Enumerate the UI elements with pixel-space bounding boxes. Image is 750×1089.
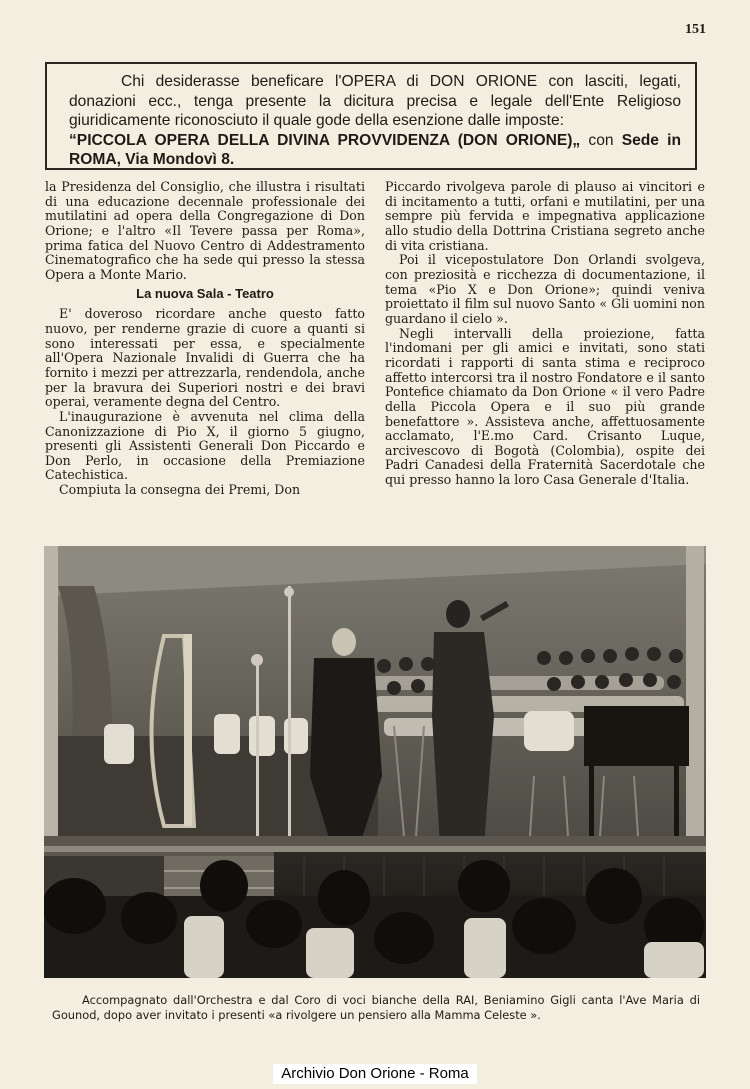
paragraph: L'inaugurazione è avvenuta nel clima della Canonizzazione di Pio X, il giorno 5 giugno, presenti gli Assistenti Generali Don Piccardo e Don Perlo, in occasione della Premiazione Catechistica. [45, 408, 365, 483]
concert-photo [44, 546, 706, 978]
article-right-column [385, 180, 705, 488]
paragraph: Poi il vicepostulatore Don Orlandi svolgeva, con preziosità e ricchezza di documentazione, il tema «Pio X e Don Orione»; quindi veniva proiettato il film sul nuovo Santo « Gli uomini non guardano il cielo ». [385, 252, 705, 326]
article-left-column [45, 180, 365, 498]
page-number: 151 [685, 22, 706, 37]
legal-notice-box [45, 62, 697, 170]
article-columns [45, 180, 705, 530]
paragraph: Piccardo rivolgeva parole di plauso ai vincitori e di incitamento a tutti, orfani e mutilatini, per una sempre più fervida e impegnativa applicazione allo studio della Dottrina Cristiana segreto anche di vita cristiana. [385, 179, 705, 253]
paragraph: la Presidenza del Consiglio, che illustra i risultati di una educazione decennale professionale dei mutilatini ad opera della Congregazione di Don Orione; e l'altro «Il Tevere passa per Roma», prima fatica del Nuovo Centro di Addestramento Cinematografico che ha sede qui presso la stessa Opera a Monte Mario. [45, 179, 365, 282]
paragraph: E' doveroso ricordare anche questo fatto nuovo, per renderne grazie di cuore a quanti si sono interessati per essa, e specialmente all'Opera Nazionale Invalidi di Guerra che ha fornito i mezzi per attrezzarla, rendendola, anche per la bravura dei Superiori nostri e dei bravi operai, veramente degna del Centro. [45, 306, 365, 410]
paragraph: Negli intervalli della proiezione, fatta l'indomani per gli amici e invitati, sono stati ricordati i rapporti di santa stima e reciproco affetto intercorsi tra il nostro Fondatore e il santo Pontefice chiamato da Don Orione « il vero Padre della Piccola Opera e il suo più grande benefattore ». Assisteva anche, affettuosamente acclamato, l'E.mo Card. Crisanto Luque, arcivescovo di Bogotà (Colombia), ospite dei Padri Canadesi della Fraternità Sacerdotale che qui presso hanno la loro Casa Generale d'Italia. [385, 325, 705, 488]
notice-text: Chi desiderasse beneficare l'OPERA di DON ORIONE con lasciti, legati, donazioni ecc., tenga presente la dicitura precisa e legale dell'Ente Religioso giuridicamente riconosciuto il quale gode della esenzione dalle imposte: [69, 73, 681, 129]
photo-caption: Accompagnato dall'Orchestra e dal Coro di voci bianche della RAI, Beniamino Gigli canta l'Ave Maria di Gounod, dopo aver invitato i presenti «a rivolgere un pensiero alla Mamma Celeste ». [52, 993, 700, 1022]
archive-footer [0, 1064, 750, 1089]
section-heading: La nuova Sala - Teatro [136, 285, 274, 301]
paragraph: Compiuta la consegna dei Premi, Don [59, 482, 301, 498]
archive-label: Archivio Don Orione - Roma [273, 1064, 477, 1084]
entity-address: Sede in ROMA, Via Mondovì 8. [69, 131, 681, 168]
entity-name: “PICCOLA OPERA DELLA DIVINA PROVVIDENZA (DON ORIONE)„ [69, 131, 581, 149]
notice-connector: con [588, 131, 614, 149]
